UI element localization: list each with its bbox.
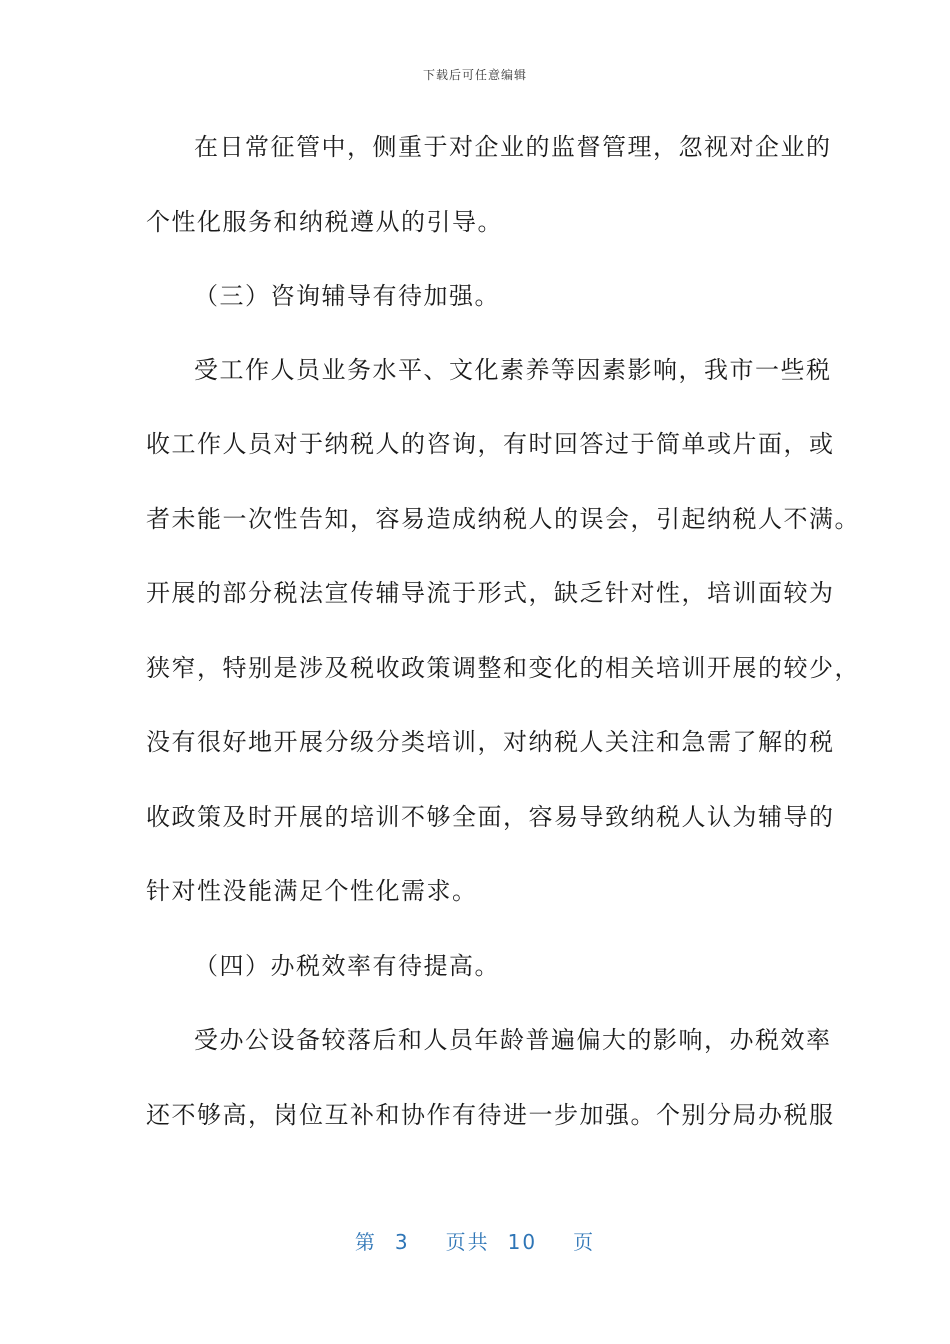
text-line: 还不够高，岗位互补和协作有待进一步加强。个别分局办税服 — [146, 1101, 835, 1129]
text-line: 在日常征管中，侧重于对企业的监督管理，忽视对企业的 — [194, 133, 832, 161]
text-line: 者未能一次性告知，容易造成纳税人的误会，引起纳税人不满。 — [146, 505, 860, 533]
text-line: 开展的部分税法宣传辅导流于形式，缺乏针对性，培训面较为 — [146, 579, 835, 607]
footer-middle: 页共 — [445, 1230, 490, 1254]
section-heading: （四）办税效率有待提高。 — [194, 952, 500, 980]
text-line: 针对性没能满足个性化需求。 — [146, 877, 478, 905]
text-line: 受工作人员业务水平、文化素养等因素影响，我市一些税 — [194, 356, 832, 384]
page-header: 下载后可任意编辑 — [422, 68, 527, 82]
page-footer — [0, 1226, 950, 1255]
footer-total-pages: 10 — [507, 1230, 538, 1254]
text-line: 受办公设备较落后和人员年龄普遍偏大的影响，办税效率 — [194, 1026, 832, 1054]
footer-page-number: 3 — [394, 1230, 410, 1254]
footer-prefix: 第 — [354, 1230, 377, 1254]
footer-suffix: 页 — [573, 1230, 596, 1254]
section-heading: （三）咨询辅导有待加强。 — [194, 282, 500, 310]
text-line: 收政策及时开展的培训不够全面，容易导致纳税人认为辅导的 — [146, 803, 835, 831]
text-line: 收工作人员对于纳税人的咨询，有时回答过于简单或片面，或 — [146, 430, 835, 458]
text-line: 狭窄，特别是涉及税收政策调整和变化的相关培训开展的较少， — [146, 654, 860, 682]
text-line: 个性化服务和纳税遵从的引导。 — [146, 208, 503, 236]
text-line: 没有很好地开展分级分类培训，对纳税人关注和急需了解的税 — [146, 728, 835, 756]
